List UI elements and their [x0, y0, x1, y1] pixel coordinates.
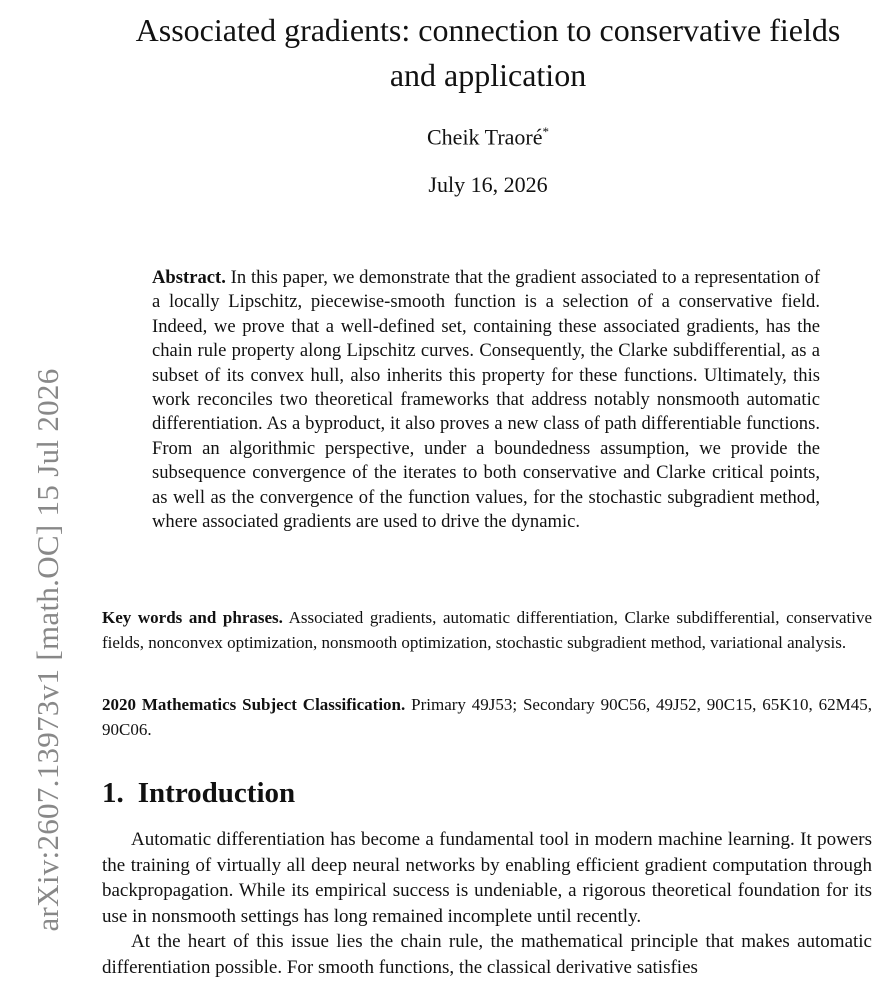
author-footnote-mark: *: [542, 124, 549, 139]
section-number: 1.: [102, 777, 124, 809]
intro-paragraph: At the heart of this issue lies the chain rule, the mathematical principle that makes automatic differentiation possible. For smooth functions, the classical derivative satisfies: [102, 931, 872, 978]
keywords-text: Associated gradients, automatic differentiation, Clarke subdifferential, conservative fields, nonconvex optimization, nonsmooth optimization, stochastic subgradient method, variational analysis.: [102, 608, 872, 652]
intro-body: [102, 827, 872, 980]
msc-label: 2020 Mathematics Subject Classification.: [102, 695, 406, 714]
intro-paragraph: Automatic differentiation has become a fundamental tool in modern machine learning. It powers the training of virtually all deep neural networks by enabling efficient gradient computation through backpropagation. While its empirical success is undeniable, a rigorous theoretical foundation for its use in nonsmooth settings has long remained incomplete until recently.: [102, 829, 872, 927]
paper-date: July 16, 2026: [428, 172, 548, 197]
subject-classification: [102, 692, 872, 742]
arxiv-identifier: arXiv:2607.13973v1 [math.OC] 15 Jul 2026: [30, 368, 65, 932]
msc-text: Primary 49J53; Secondary 90C56, 49J52, 90C15, 65K10, 62M45, 90C06.: [102, 695, 873, 739]
title-line-1: Associated gradients: connection to conservative fields: [135, 12, 841, 48]
abstract-label: Abstract.: [152, 267, 226, 288]
author: [100, 124, 876, 150]
section-heading: [102, 773, 295, 813]
keywords-label: Key words and phrases.: [102, 608, 283, 627]
title-line-2: and application: [389, 57, 587, 93]
abstract-text: In this paper, we demonstrate that the gradient associated to a representation of a locally Lipschitz, piecewise-smooth function is a selection of a conservative field. Indeed, we prove that a well-defined set, containing these associated gradients, has the chain rule property along Lipschitz curves. Consequently, the Clarke subdifferential, as a subset of its convex hull, also inherits this property for these functions. Ultimately, this work reconciles two theoretical frameworks that address notably nonsmooth automatic differentiation. As a byproduct, it also proves a new class of path differentiable functions. From an algorithmic perspective, under a boundedness assumption, we provide the subsequence convergence of the iterates to both conservative and Clarke critical points, as well as the convergence of the function values, for the stochastic subgradient method, where associated gradients are used to drive the dynamic.: [152, 267, 821, 533]
abstract: [152, 266, 820, 534]
section-title: Introduction: [137, 777, 296, 809]
author-name: Cheik Traoré: [427, 124, 543, 150]
paper-title: [100, 8, 876, 98]
keywords: [102, 605, 872, 655]
